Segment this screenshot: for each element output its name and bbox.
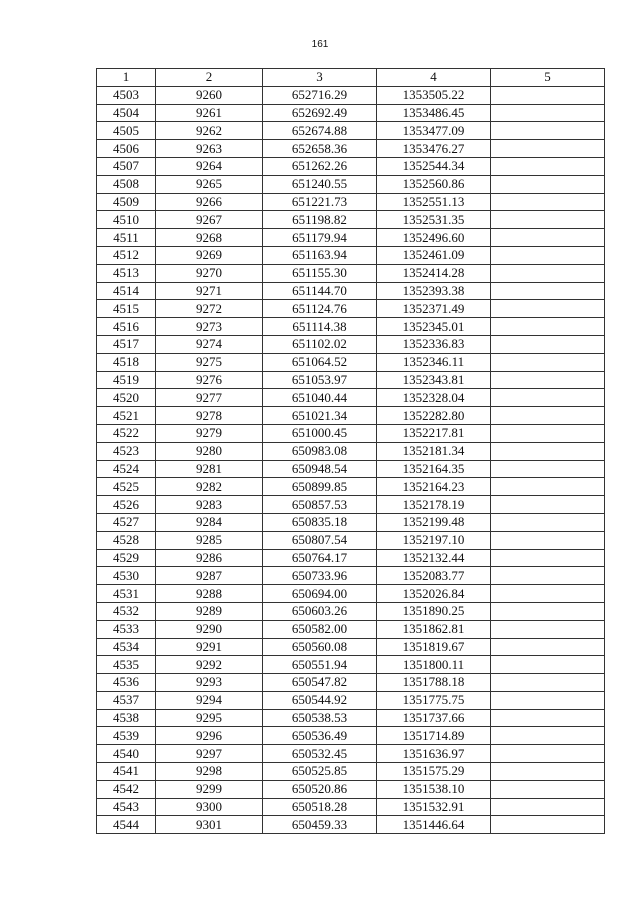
table-cell-col-5: [491, 157, 605, 175]
table-row: [97, 442, 605, 460]
table-cell-col-2: 9270: [156, 264, 263, 282]
table-cell-col-1: 4525: [97, 478, 156, 496]
table-cell-col-2: 9283: [156, 496, 263, 514]
table-cell-col-3: 652716.29: [263, 86, 377, 104]
table-row: [97, 424, 605, 442]
table-cell-col-1: 4536: [97, 674, 156, 692]
table-cell-col-5: [491, 282, 605, 300]
table-cell-col-3: 651021.34: [263, 407, 377, 425]
table-cell-col-3: 650538.53: [263, 709, 377, 727]
table-cell-col-3: 651053.97: [263, 371, 377, 389]
table-cell-col-2: 9260: [156, 86, 263, 104]
table-cell-col-5: [491, 638, 605, 656]
table-row: [97, 620, 605, 638]
table-cell-col-5: [491, 780, 605, 798]
table-cell-col-1: 4526: [97, 496, 156, 514]
table-cell-col-4: 1352551.13: [377, 193, 491, 211]
table-cell-col-3: 651163.94: [263, 246, 377, 264]
table-cell-col-3: 651240.55: [263, 175, 377, 193]
table-cell-col-2: 9269: [156, 246, 263, 264]
table-cell-col-1: 4515: [97, 300, 156, 318]
table-cell-col-1: 4506: [97, 140, 156, 158]
table-cell-col-2: 9267: [156, 211, 263, 229]
table-cell-col-1: 4519: [97, 371, 156, 389]
table-cell-col-1: 4518: [97, 353, 156, 371]
table-cell-col-1: 4531: [97, 585, 156, 603]
table-cell-col-2: 9284: [156, 513, 263, 531]
table-cell-col-2: 9280: [156, 442, 263, 460]
table-row: [97, 229, 605, 247]
table-cell-col-1: 4528: [97, 531, 156, 549]
table-cell-col-5: [491, 496, 605, 514]
table-cell-col-3: 650536.49: [263, 727, 377, 745]
table-row: [97, 478, 605, 496]
table-cell-col-4: 1352461.09: [377, 246, 491, 264]
table-cell-col-3: 651040.44: [263, 389, 377, 407]
table-cell-col-3: 651221.73: [263, 193, 377, 211]
table-cell-col-5: [491, 567, 605, 585]
table-cell-col-1: 4517: [97, 335, 156, 353]
table-cell-col-4: 1352531.35: [377, 211, 491, 229]
table-cell-col-2: 9282: [156, 478, 263, 496]
table-cell-col-1: 4514: [97, 282, 156, 300]
table-cell-col-1: 4512: [97, 246, 156, 264]
table-row: [97, 371, 605, 389]
table-cell-col-4: 1352132.44: [377, 549, 491, 567]
coordinates-table: [96, 68, 605, 834]
table-cell-col-1: 4509: [97, 193, 156, 211]
table-cell-col-5: [491, 549, 605, 567]
table-cell-col-2: 9262: [156, 122, 263, 140]
table-cell-col-4: 1352164.23: [377, 478, 491, 496]
table-row: [97, 211, 605, 229]
table-cell-col-5: [491, 478, 605, 496]
table-cell-col-5: [491, 460, 605, 478]
table-cell-col-3: 652674.88: [263, 122, 377, 140]
table-row: [97, 300, 605, 318]
table-cell-col-4: 1351532.91: [377, 798, 491, 816]
table-cell-col-4: 1352282.80: [377, 407, 491, 425]
table-cell-col-1: 4522: [97, 424, 156, 442]
table-cell-col-2: 9261: [156, 104, 263, 122]
table-cell-col-4: 1353476.27: [377, 140, 491, 158]
table-row: [97, 763, 605, 781]
table-cell-col-1: 4530: [97, 567, 156, 585]
table-cell-col-5: [491, 264, 605, 282]
table-cell-col-2: 9274: [156, 335, 263, 353]
table-cell-col-4: 1352345.01: [377, 318, 491, 336]
table-cell-col-4: 1351714.89: [377, 727, 491, 745]
table-cell-col-5: [491, 104, 605, 122]
table-cell-col-4: 1353486.45: [377, 104, 491, 122]
table-row: [97, 816, 605, 834]
table-cell-col-3: 650547.82: [263, 674, 377, 692]
table-cell-col-1: 4544: [97, 816, 156, 834]
table-row: [97, 318, 605, 336]
table-row: [97, 709, 605, 727]
table-cell-col-5: [491, 674, 605, 692]
table-row: [97, 335, 605, 353]
table-cell-col-1: 4533: [97, 620, 156, 638]
table-cell-col-3: 651124.76: [263, 300, 377, 318]
table-cell-col-4: 1352178.19: [377, 496, 491, 514]
table-cell-col-3: 650560.08: [263, 638, 377, 656]
table-cell-col-3: 651000.45: [263, 424, 377, 442]
table-cell-col-4: 1353505.22: [377, 86, 491, 104]
table-cell-col-2: 9295: [156, 709, 263, 727]
table-row: [97, 282, 605, 300]
table-cell-col-1: 4524: [97, 460, 156, 478]
table-cell-col-4: 1352336.83: [377, 335, 491, 353]
table-cell-col-2: 9281: [156, 460, 263, 478]
table-cell-col-4: 1352371.49: [377, 300, 491, 318]
table-cell-col-5: [491, 727, 605, 745]
table-cell-col-2: 9293: [156, 674, 263, 692]
table-cell-col-1: 4520: [97, 389, 156, 407]
table-row: [97, 407, 605, 425]
table-cell-col-5: [491, 389, 605, 407]
table-cell-col-2: 9296: [156, 727, 263, 745]
table-cell-col-2: 9298: [156, 763, 263, 781]
table-cell-col-2: 9287: [156, 567, 263, 585]
table-cell-col-2: 9300: [156, 798, 263, 816]
table-cell-col-3: 650764.17: [263, 549, 377, 567]
table-cell-col-5: [491, 620, 605, 638]
table-cell-col-3: 650525.85: [263, 763, 377, 781]
table-cell-col-4: 1352544.34: [377, 157, 491, 175]
table-row: [97, 157, 605, 175]
table-cell-col-1: 4527: [97, 513, 156, 531]
table-cell-col-2: 9264: [156, 157, 263, 175]
table-cell-col-2: 9285: [156, 531, 263, 549]
table-cell-col-3: 652658.36: [263, 140, 377, 158]
table-cell-col-1: 4516: [97, 318, 156, 336]
table-cell-col-5: [491, 335, 605, 353]
table-cell-col-1: 4538: [97, 709, 156, 727]
table-row: [97, 531, 605, 549]
table-row: [97, 264, 605, 282]
table-cell-col-4: 1352328.04: [377, 389, 491, 407]
table-cell-col-1: 4521: [97, 407, 156, 425]
table-row: [97, 496, 605, 514]
table-cell-col-2: 9299: [156, 780, 263, 798]
table-row: [97, 193, 605, 211]
table-cell-col-4: 1352343.81: [377, 371, 491, 389]
table-cell-col-2: 9297: [156, 745, 263, 763]
table-cell-col-5: [491, 602, 605, 620]
table-cell-col-5: [491, 86, 605, 104]
table-cell-col-5: [491, 513, 605, 531]
table-cell-col-2: 9290: [156, 620, 263, 638]
table-cell-col-3: 650520.86: [263, 780, 377, 798]
table-cell-col-5: [491, 691, 605, 709]
table-cell-col-5: [491, 246, 605, 264]
table-row: [97, 513, 605, 531]
table-row: [97, 122, 605, 140]
table-cell-col-3: 651064.52: [263, 353, 377, 371]
column-header-3: 3: [263, 69, 377, 87]
table-cell-col-3: 651198.82: [263, 211, 377, 229]
table-cell-col-3: 650582.00: [263, 620, 377, 638]
table-cell-col-2: 9271: [156, 282, 263, 300]
table-cell-col-3: 650857.53: [263, 496, 377, 514]
table-cell-col-2: 9277: [156, 389, 263, 407]
table-cell-col-1: 4540: [97, 745, 156, 763]
table-cell-col-1: 4535: [97, 656, 156, 674]
table-cell-col-4: 1351890.25: [377, 602, 491, 620]
table-cell-col-4: 1351819.67: [377, 638, 491, 656]
table-cell-col-3: 651114.38: [263, 318, 377, 336]
table-row: [97, 549, 605, 567]
table-cell-col-1: 4541: [97, 763, 156, 781]
table-row: [97, 602, 605, 620]
table-cell-col-1: 4510: [97, 211, 156, 229]
table-cell-col-4: 1351737.66: [377, 709, 491, 727]
table-cell-col-3: 650835.18: [263, 513, 377, 531]
table-cell-col-3: 651262.26: [263, 157, 377, 175]
table-body: [97, 86, 605, 833]
table-cell-col-2: 9288: [156, 585, 263, 603]
table-row: [97, 691, 605, 709]
table-row: [97, 86, 605, 104]
table-cell-col-3: 650544.92: [263, 691, 377, 709]
table-row: [97, 140, 605, 158]
table-cell-col-5: [491, 353, 605, 371]
table-row: [97, 798, 605, 816]
table-cell-col-3: 650807.54: [263, 531, 377, 549]
table-cell-col-3: 650459.33: [263, 816, 377, 834]
table-cell-col-2: 9291: [156, 638, 263, 656]
table-cell-col-2: 9273: [156, 318, 263, 336]
table-cell-col-5: [491, 318, 605, 336]
table-cell-col-5: [491, 211, 605, 229]
table-cell-col-5: [491, 229, 605, 247]
table-cell-col-5: [491, 531, 605, 549]
table-cell-col-2: 9263: [156, 140, 263, 158]
table-cell-col-1: 4537: [97, 691, 156, 709]
table-cell-col-2: 9268: [156, 229, 263, 247]
table-cell-col-1: 4511: [97, 229, 156, 247]
table-cell-col-5: [491, 585, 605, 603]
table-row: [97, 567, 605, 585]
table-cell-col-4: 1351446.64: [377, 816, 491, 834]
column-header-4: 4: [377, 69, 491, 87]
table-row: [97, 745, 605, 763]
table-cell-col-2: 9266: [156, 193, 263, 211]
table-row: [97, 353, 605, 371]
table-cell-col-2: 9301: [156, 816, 263, 834]
table-cell-col-2: 9286: [156, 549, 263, 567]
table-row: [97, 389, 605, 407]
table-cell-col-1: 4539: [97, 727, 156, 745]
table-cell-col-5: [491, 442, 605, 460]
table-cell-col-5: [491, 816, 605, 834]
table-cell-col-2: 9292: [156, 656, 263, 674]
table-cell-col-4: 1352560.86: [377, 175, 491, 193]
table-cell-col-4: 1352197.10: [377, 531, 491, 549]
table-row: [97, 727, 605, 745]
table-row: [97, 638, 605, 656]
table-cell-col-4: 1352393.38: [377, 282, 491, 300]
table-cell-col-5: [491, 763, 605, 781]
table-cell-col-1: 4532: [97, 602, 156, 620]
table-cell-col-4: 1351636.97: [377, 745, 491, 763]
table-cell-col-4: 1351575.29: [377, 763, 491, 781]
table-cell-col-4: 1352026.84: [377, 585, 491, 603]
table-cell-col-4: 1352164.35: [377, 460, 491, 478]
table-cell-col-1: 4534: [97, 638, 156, 656]
table-cell-col-3: 651179.94: [263, 229, 377, 247]
table-row: [97, 246, 605, 264]
table-row: [97, 656, 605, 674]
table-cell-col-4: 1352083.77: [377, 567, 491, 585]
table-cell-col-1: 4507: [97, 157, 156, 175]
table-cell-col-5: [491, 193, 605, 211]
table-cell-col-4: 1351788.18: [377, 674, 491, 692]
table-cell-col-4: 1352346.11: [377, 353, 491, 371]
table-cell-col-5: [491, 798, 605, 816]
table-cell-col-4: 1351775.75: [377, 691, 491, 709]
table-cell-col-5: [491, 745, 605, 763]
table-row: [97, 780, 605, 798]
page-number: 161: [311, 39, 329, 50]
table-cell-col-3: 652692.49: [263, 104, 377, 122]
table-cell-col-3: 650518.28: [263, 798, 377, 816]
table-cell-col-4: 1352217.81: [377, 424, 491, 442]
table-cell-col-1: 4503: [97, 86, 156, 104]
table-cell-col-2: 9275: [156, 353, 263, 371]
table-cell-col-1: 4523: [97, 442, 156, 460]
table-cell-col-2: 9279: [156, 424, 263, 442]
table-cell-col-5: [491, 407, 605, 425]
column-header-2: 2: [156, 69, 263, 87]
table-cell-col-4: 1351862.81: [377, 620, 491, 638]
table-cell-col-1: 4508: [97, 175, 156, 193]
table-cell-col-4: 1351800.11: [377, 656, 491, 674]
table-cell-col-3: 651144.70: [263, 282, 377, 300]
table-cell-col-2: 9289: [156, 602, 263, 620]
table-cell-col-1: 4529: [97, 549, 156, 567]
table-cell-col-2: 9265: [156, 175, 263, 193]
table-cell-col-5: [491, 122, 605, 140]
table-cell-col-2: 9294: [156, 691, 263, 709]
table-cell-col-1: 4542: [97, 780, 156, 798]
table-cell-col-5: [491, 424, 605, 442]
table-row: [97, 460, 605, 478]
table-cell-col-2: 9278: [156, 407, 263, 425]
table-cell-col-3: 650899.85: [263, 478, 377, 496]
column-header-1: 1: [97, 69, 156, 87]
table-cell-col-5: [491, 140, 605, 158]
table-row: [97, 175, 605, 193]
table-cell-col-5: [491, 175, 605, 193]
table-cell-col-4: 1352414.28: [377, 264, 491, 282]
table-cell-col-4: 1352199.48: [377, 513, 491, 531]
table-cell-col-5: [491, 300, 605, 318]
table-cell-col-3: 650983.08: [263, 442, 377, 460]
table-cell-col-4: 1352496.60: [377, 229, 491, 247]
table-cell-col-1: 4513: [97, 264, 156, 282]
table-cell-col-3: 650551.94: [263, 656, 377, 674]
table-cell-col-4: 1352181.34: [377, 442, 491, 460]
table-cell-col-1: 4543: [97, 798, 156, 816]
column-header-5: 5: [491, 69, 605, 87]
table-cell-col-1: 4504: [97, 104, 156, 122]
table-cell-col-3: 650694.00: [263, 585, 377, 603]
table-cell-col-2: 9276: [156, 371, 263, 389]
table-row: [97, 674, 605, 692]
table-row: [97, 585, 605, 603]
table-cell-col-3: 650532.45: [263, 745, 377, 763]
table-cell-col-4: 1353477.09: [377, 122, 491, 140]
table-cell-col-3: 650733.96: [263, 567, 377, 585]
table-cell-col-3: 651102.02: [263, 335, 377, 353]
table-cell-col-2: 9272: [156, 300, 263, 318]
table-cell-col-3: 651155.30: [263, 264, 377, 282]
table-cell-col-3: 650603.26: [263, 602, 377, 620]
table-cell-col-5: [491, 709, 605, 727]
header-row: [97, 69, 605, 87]
table-cell-col-3: 650948.54: [263, 460, 377, 478]
table-cell-col-5: [491, 656, 605, 674]
table-cell-col-4: 1351538.10: [377, 780, 491, 798]
table-row: [97, 104, 605, 122]
table-cell-col-5: [491, 371, 605, 389]
table-cell-col-1: 4505: [97, 122, 156, 140]
